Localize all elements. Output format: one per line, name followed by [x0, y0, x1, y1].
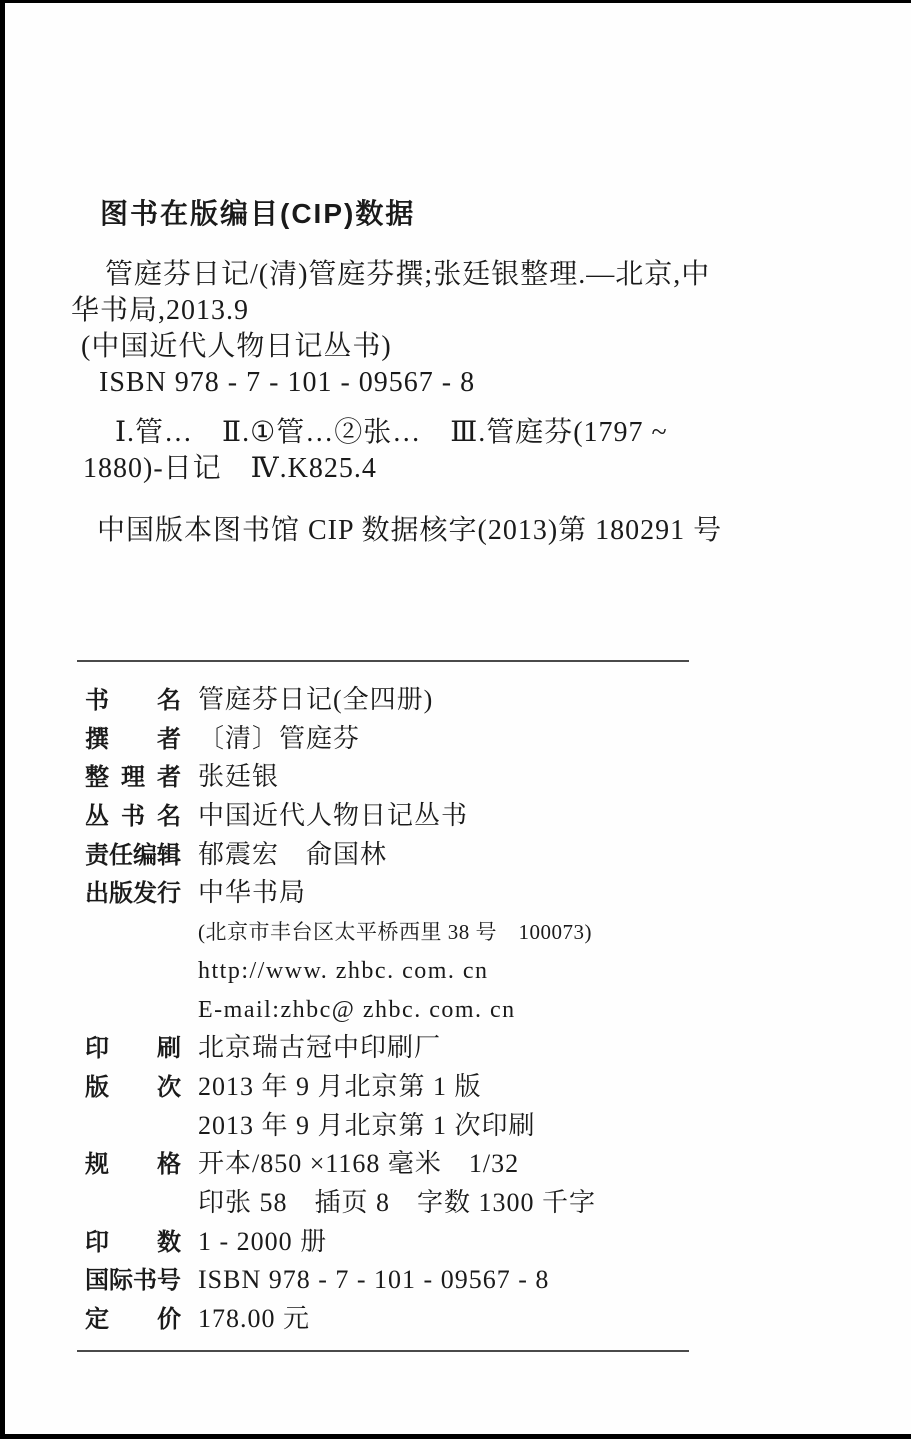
field-value: 开本/850 ×1168 毫米 1/32	[198, 1149, 520, 1179]
field-value: 管庭芬日记(全四册)	[198, 685, 434, 714]
colophon-table	[85, 681, 865, 1339]
colophon-row-print-run	[85, 1223, 865, 1262]
cip-isbn-line: ISBN 978 - 7 - 101 - 09567 - 8	[99, 367, 476, 398]
colophon-row-email	[85, 991, 865, 1030]
field-value: 178.00 元	[198, 1304, 311, 1333]
field-label: 版次	[85, 1073, 181, 1101]
colophon-row-editor	[85, 758, 865, 797]
field-label: 责任编辑	[85, 841, 181, 869]
divider-bottom	[77, 1350, 689, 1352]
colophon-row-printing	[85, 1107, 865, 1146]
field-label: 印刷	[85, 1035, 181, 1063]
field-label: 撰者	[85, 725, 181, 753]
field-value: 中华书局	[198, 878, 307, 908]
colophon-row-isbn	[85, 1261, 865, 1300]
cip-classification-block	[71, 415, 871, 487]
field-label: 书名	[85, 687, 181, 714]
field-value: http://www. zhbc. com. cn	[198, 957, 489, 984]
field-value: 张廷银	[198, 762, 280, 792]
colophon-row-edition	[85, 1068, 865, 1107]
field-label: 定价	[85, 1306, 181, 1333]
cip-class-line-2: 1880)-日记 Ⅳ.K825.4	[83, 453, 377, 484]
colophon-row-website	[85, 952, 865, 991]
cip-series-line: (中国近代人物日记丛书)	[81, 331, 392, 362]
colophon-row-author	[85, 720, 865, 759]
field-label: 丛书名	[85, 803, 181, 831]
colophon-row-publisher	[85, 874, 865, 913]
book-copyright-page	[5, 3, 911, 1434]
cip-description-block	[71, 257, 871, 401]
field-value: 郁震宏 俞国林	[198, 839, 388, 869]
colophon-row-series	[85, 797, 865, 836]
field-value: E-mail:zhbc@ zhbc. com. cn	[198, 996, 516, 1023]
field-value: 2013 年 9 月北京第 1 版	[198, 1071, 482, 1101]
field-value: ISBN 978 - 7 - 101 - 09567 - 8	[198, 1265, 550, 1295]
field-value: 北京瑞古冠中印刷厂	[198, 1033, 442, 1063]
cip-record-number: 中国版本图书馆 CIP 数据核字(2013)第 180291 号	[97, 515, 723, 546]
cip-desc-line-2: 华书局,2013.9	[71, 295, 250, 326]
cip-class-line-1: Ⅰ.管… Ⅱ.①管…②张… Ⅲ.管庭芬(1797 ~	[115, 417, 668, 448]
field-value: 〔清〕管庭芬	[198, 723, 361, 753]
colophon-row-format	[85, 1145, 865, 1184]
field-value: 1 - 2000 册	[198, 1226, 328, 1256]
colophon-row-publisher-address	[85, 913, 865, 952]
colophon-row-sheets	[85, 1184, 865, 1223]
field-label: 国际书号	[85, 1267, 181, 1295]
field-value: 中国近代人物日记丛书	[198, 801, 469, 831]
cip-desc-line-1: 管庭芬日记/(清)管庭芬撰;张廷银整理.—北京,中	[105, 259, 711, 290]
field-value: (北京市丰台区太平桥西里 38 号 100073)	[198, 920, 592, 945]
colophon-row-price	[85, 1300, 865, 1339]
field-label: 印数	[85, 1228, 181, 1256]
divider-top	[77, 660, 689, 662]
field-value: 2013 年 9 月北京第 1 次印刷	[198, 1110, 536, 1140]
field-value: 印张 58 插页 8 字数 1300 千字	[198, 1187, 597, 1217]
colophon-row-title	[85, 681, 865, 720]
colophon-row-printer	[85, 1029, 865, 1068]
field-label: 规格	[85, 1151, 181, 1179]
colophon-row-responsible-editors	[85, 836, 865, 875]
field-label: 整理者	[85, 764, 181, 792]
field-label: 出版发行	[85, 880, 181, 908]
cip-heading: 图书在版编目(CIP)数据	[100, 198, 416, 229]
